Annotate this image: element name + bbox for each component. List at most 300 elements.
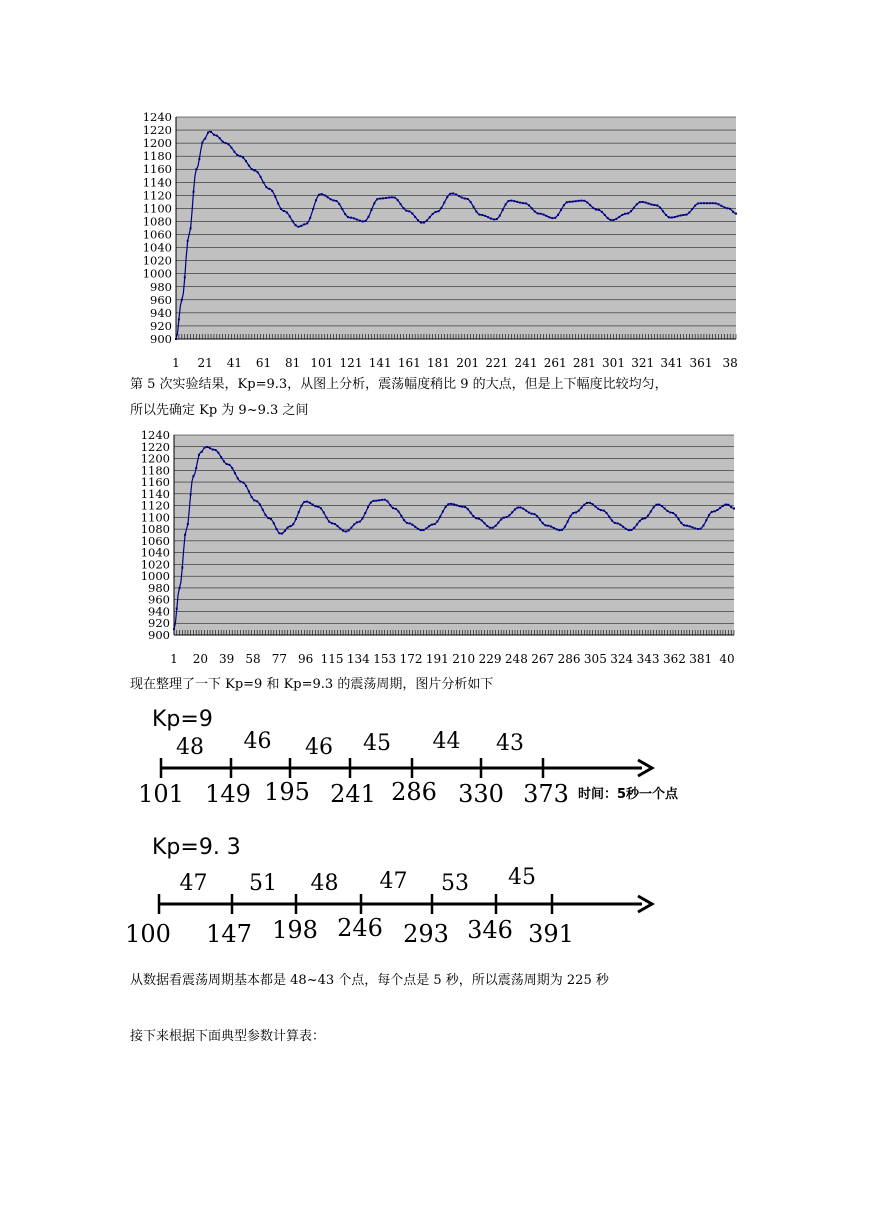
data-point [381,499,383,501]
y-tick-label: 1100 [142,201,172,216]
data-point [566,201,568,203]
data-point [611,520,613,522]
data-point [600,509,602,511]
data-point [677,215,679,217]
timeline-interval-label: 51 [249,871,277,896]
x-tick-label: 96 [298,652,314,666]
data-point [653,204,655,206]
data-point [586,502,588,504]
data-point [539,519,541,521]
data-point [683,214,685,216]
data-point [461,506,463,508]
x-tick-label: 58 [245,652,261,666]
data-point [212,449,214,451]
data-point [201,451,203,453]
data-point [389,504,391,506]
data-point [603,510,605,512]
data-point [653,506,655,508]
paragraph-period-conclusion [130,968,609,994]
data-point [335,200,337,202]
data-point [714,510,716,512]
data-point [181,299,183,301]
data-point [607,217,609,219]
y-tick-label: 1040 [140,545,170,560]
data-point [394,197,396,199]
data-point [259,504,261,506]
data-point [633,207,635,209]
paragraph-line: 现在整理了一下 Kp=9 和 Kp=9.3 的震荡周期，图片分析如下 [130,677,494,692]
data-point [408,210,410,212]
data-point [425,527,427,529]
data-point [528,204,530,206]
data-point [531,513,533,515]
data-point [203,447,205,449]
data-point [464,506,466,508]
paragraph-experiment-result [130,372,668,424]
data-point [265,186,267,188]
data-point [537,212,539,214]
x-tick-label: 81 [285,356,301,370]
data-point [330,198,332,200]
data-point [592,207,594,209]
y-tick-label: 960 [148,592,170,607]
data-point [642,518,644,520]
data-point [373,500,375,502]
data-point [417,219,419,221]
data-point [234,472,236,474]
x-tick-label: 248 [504,652,528,666]
data-point [510,200,512,202]
x-tick-label: 153 [373,652,397,666]
x-tick-label: 21 [197,356,213,370]
data-point [423,222,425,224]
data-point [445,506,447,508]
data-point [434,523,436,525]
y-tick-label: 980 [148,580,170,595]
data-point [459,505,461,507]
data-point [375,500,377,502]
data-point [735,213,737,215]
y-tick-label: 1060 [142,227,172,242]
data-point [254,170,256,172]
data-point [508,200,510,202]
plot-area [176,117,736,339]
data-point [429,216,431,218]
data-point [718,203,720,205]
data-point [630,210,632,212]
paragraph-line-1: 第 5 次实验结果，Kp=9.3，从图上分析，震荡幅度稍比 9 的大点，但是上下幅度比较均匀， [130,377,668,392]
data-point [417,528,419,530]
data-point [597,508,599,510]
data-point [373,202,375,204]
x-tick-label: 40 [719,652,735,666]
data-point [548,216,550,218]
data-point [253,499,255,501]
data-point [368,216,370,218]
data-point [314,505,316,507]
data-point [353,523,355,525]
x-tick-label: 141 [368,356,392,370]
data-point [567,520,569,522]
paragraph-next-step [130,1024,325,1050]
timeline-point-label: 101 [138,780,184,808]
data-point [179,587,181,589]
data-point [382,197,384,199]
x-tick-label: 362 [662,652,686,666]
data-point [544,524,546,526]
data-point [198,454,200,456]
data-point [260,176,262,178]
data-point [550,526,552,528]
data-point [362,220,364,222]
data-point [321,193,323,195]
data-point [287,527,289,529]
data-point [242,157,244,159]
data-point [323,511,325,513]
data-point [292,220,294,222]
plot-area [174,435,734,635]
data-point [705,519,707,521]
data-point [220,456,222,458]
data-point [645,202,647,204]
data-point [569,515,571,517]
timeline-interval-label: 46 [305,735,333,760]
data-point [583,504,585,506]
x-tick-label: 381 [689,652,713,666]
data-point [516,201,518,203]
data-point [621,214,623,216]
data-point [627,212,629,214]
x-tick-label: 101 [310,356,334,370]
data-point [384,499,386,501]
data-point [391,196,393,198]
data-point [327,196,329,198]
data-point [187,523,189,525]
data-point [601,211,603,213]
data-point [503,517,505,519]
data-point [309,502,311,504]
data-point [428,525,430,527]
data-point [493,218,495,220]
timeline-point-label: 373 [523,780,569,808]
data-point [342,530,344,532]
data-point [648,203,650,205]
x-tick-label: 341 [660,356,684,370]
data-point [452,193,454,195]
data-point [276,528,278,530]
data-point [248,165,250,167]
data-point [289,525,291,527]
data-point [223,460,225,462]
x-tick-label: 210 [452,652,476,666]
data-point [195,467,197,469]
data-point [633,527,635,529]
data-point [298,226,300,228]
data-point [184,534,186,536]
data-point [207,132,209,134]
data-point [499,215,501,217]
data-point [210,131,212,133]
y-tick-label: 1060 [140,533,170,548]
data-point [364,512,366,514]
y-tick-label: 1120 [142,188,172,203]
data-point [661,505,663,507]
timeline-interval-label: 45 [363,731,391,756]
x-tick-label: 281 [572,356,596,370]
y-tick-label: 1180 [140,463,170,478]
timeline-point-label: 100 [125,920,171,948]
y-tick-label: 1200 [140,451,170,466]
data-point [414,216,416,218]
y-tick-label: 1120 [140,498,170,513]
data-point [595,208,597,210]
data-point [204,138,206,140]
data-point [289,215,291,217]
data-point [492,527,494,529]
data-point [674,216,676,218]
y-tick-label: 1160 [142,162,172,177]
data-point [420,529,422,531]
data-point [583,200,585,202]
data-point [531,207,533,209]
data-point [432,213,434,215]
data-point [534,210,536,212]
data-point [497,522,499,524]
timeline-point-label: 286 [391,778,437,806]
data-point [671,216,673,218]
timeline-interval-label: 43 [496,731,524,756]
data-point [379,198,381,200]
data-point [339,528,341,530]
data-point [511,511,513,513]
data-point [617,522,619,524]
data-point [586,201,588,203]
data-point [545,215,547,217]
timeline-interval-label: 47 [379,869,408,894]
data-point [283,210,285,212]
y-tick-label: 1240 [142,110,172,124]
chart-kp-9-3 [120,112,750,372]
data-point [514,508,516,510]
y-tick-label: 1080 [142,214,172,229]
data-point [716,509,718,511]
data-point [192,475,194,477]
x-tick-label: 241 [514,356,538,370]
data-point [277,202,279,204]
data-point [575,200,577,202]
data-point [655,504,657,506]
x-tick-label: 286 [557,652,581,666]
data-point [694,205,696,207]
data-point [625,528,627,530]
data-point [703,524,705,526]
data-point [697,528,699,530]
data-point [528,511,530,513]
timeline-title: Kp=9. 3 [152,835,241,860]
timeline-point-label: 246 [337,914,383,942]
data-point [173,628,175,630]
data-point [385,197,387,199]
data-point [317,506,319,508]
data-point [456,504,458,506]
data-point [594,505,596,507]
data-point [683,524,685,526]
data-point [464,197,466,199]
data-point [697,202,699,204]
data-point [251,496,253,498]
data-point [435,211,437,213]
data-point [675,514,677,516]
data-point [176,608,178,610]
data-point [647,515,649,517]
data-point [365,220,367,222]
data-point [680,214,682,216]
data-point [281,532,283,534]
data-point [551,217,553,219]
chart-2-svg [120,430,750,670]
x-tick-label: 321 [631,356,655,370]
y-tick-label: 1100 [140,510,170,525]
data-point [420,221,422,223]
data-point [506,516,508,518]
data-point [613,219,615,221]
y-tick-label: 960 [150,292,172,307]
x-tick-label: 39 [219,652,235,666]
data-point [691,526,693,528]
data-point [306,222,308,224]
data-point [547,525,549,527]
data-point [309,217,311,219]
data-point [478,518,480,520]
data-point [580,200,582,202]
y-tick-label: 900 [148,628,170,642]
data-point [409,522,411,524]
data-point [553,527,555,529]
data-point [398,511,400,513]
data-point [295,518,297,520]
timeline-interval-label: 45 [508,865,536,890]
data-point [181,567,183,569]
y-tick-label: 1040 [142,240,172,255]
data-point [685,214,687,216]
y-tick-label: 920 [148,616,170,631]
x-tick-label: 324 [610,652,634,666]
data-point [470,512,472,514]
chart-kp-9 [120,430,750,670]
data-point [708,514,710,516]
data-point [439,516,441,518]
data-point [230,147,232,149]
data-point [554,217,556,219]
data-point [598,209,600,211]
data-point [320,507,322,509]
data-point [215,449,217,451]
data-point [400,203,402,205]
data-point [338,203,340,205]
y-tick-label: 1020 [142,253,172,268]
y-tick-label: 1220 [140,439,170,454]
data-point [720,205,722,207]
timeline-interval-label: 47 [179,871,208,896]
data-point [378,499,380,501]
data-point [315,199,317,201]
data-point [495,525,497,527]
data-point [312,504,314,506]
y-tick-label: 1180 [142,149,172,164]
data-point [324,194,326,196]
x-tick-label: 61 [255,356,272,370]
data-point [484,215,486,217]
data-point [709,202,711,204]
timeline-interval-label: 48 [176,735,204,760]
timeline-point-label: 330 [458,780,504,808]
data-point [691,208,693,210]
data-point [298,511,300,513]
data-point [292,523,294,525]
data-point [575,511,577,513]
data-point [201,142,203,144]
data-point [525,202,527,204]
paragraph-period-intro [130,672,493,698]
data-point [219,137,221,139]
timeline-interval-label: 44 [432,729,461,754]
data-point [686,525,688,527]
data-point [662,210,664,212]
data-point [370,502,372,504]
data-point [331,522,333,524]
data-point [650,203,652,205]
timeline-kp-9 [130,700,750,820]
data-point [271,190,273,192]
data-point [440,207,442,209]
data-point [486,525,488,527]
data-point [274,195,276,197]
data-point [730,506,732,508]
data-point [263,182,265,184]
data-point [178,318,180,320]
data-point [688,212,690,214]
data-point [678,518,680,520]
data-point [222,141,224,143]
data-point [431,524,433,526]
data-point [522,202,524,204]
data-point [270,518,272,520]
x-tick-label: 115 [320,652,344,666]
data-point [472,515,474,517]
data-point [216,135,218,137]
data-point [589,502,591,504]
data-point [542,522,544,524]
data-point [502,209,504,211]
timeline-point-label: 198 [272,916,318,944]
data-point [306,501,308,503]
data-point [636,523,638,525]
data-point [284,530,286,532]
data-point [347,216,349,218]
data-point [458,195,460,197]
timeline-point-label: 346 [467,916,513,944]
data-point [300,225,302,227]
data-point [680,522,682,524]
data-point [239,155,241,157]
data-point [411,212,413,214]
data-point [303,223,305,225]
data-point [400,515,402,517]
data-point [193,191,195,193]
x-tick-label: 181 [427,356,450,370]
data-point [525,510,527,512]
x-tick-label: 38 [722,356,738,370]
